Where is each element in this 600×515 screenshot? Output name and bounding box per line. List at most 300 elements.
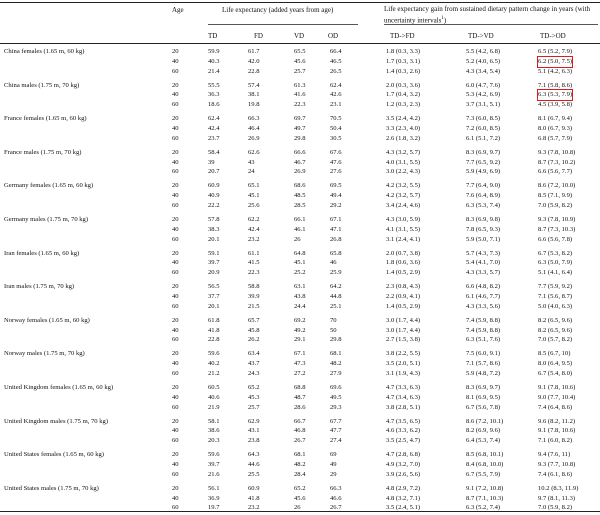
cell-td-od: 6.6 (5.6, 7.8) [538,235,573,243]
cell-age: 40 [172,494,179,502]
cell-vd: 65.5 [294,48,306,55]
cell-td-vd: 6.1 (4.6, 7.7) [466,293,501,300]
cell-td-fd: 3.5 (2.5, 4.7) [386,437,421,445]
cell-age: 40 [172,57,179,65]
cell-td-vd: 6.0 (4.7, 7.6) [466,81,501,89]
table-row [0,335,600,345]
cell-vd: 61.3 [294,81,306,89]
cell-age: 20 [172,350,179,358]
cell-td: 37.7 [208,293,220,300]
cell-td: 21.2 [208,370,220,377]
cell-vd: 26 [294,504,301,512]
header-age: Age [172,6,184,14]
group-label: Norway males (1.75 m, 70 kg) [4,350,85,358]
cell-age: 40 [172,427,179,435]
cell-td: 40.3 [208,57,220,65]
cell-age: 20 [172,48,179,55]
cell-od: 69.5 [330,182,342,190]
cell-td: 59.6 [208,350,220,358]
header-td-od: TD->OD [540,32,566,40]
cell-od: 49.4 [330,192,342,200]
cell-fd: 39.9 [248,293,260,300]
cell-td-vd: 7.4 (5.9, 8.8) [466,326,501,334]
cell-od: 70 [330,316,337,324]
cell-vd: 26.7 [294,437,306,445]
cell-td-vd: 8.3 (6.9, 9.8) [466,216,501,223]
table-row [0,292,600,302]
cell-td-fd: 3.5 (2.4, 5.1) [386,504,421,512]
cell-fd: 65.2 [248,384,260,391]
cell-td-vd: 8.3 (6.9, 9.7) [466,148,501,156]
cell-age: 60 [172,470,179,478]
cell-td-vd: 5.2 (4.0, 6.5) [466,57,501,65]
cell-fd: 44.6 [248,461,260,468]
cell-td: 19.7 [208,504,220,512]
table-row [0,326,600,336]
cell-fd: 21.5 [248,302,260,310]
cell-td-fd: 3.3 (2.3, 4.0) [386,125,421,132]
cell-td-vd: 6.4 (5.3, 7.4) [466,437,501,445]
cell-td-od: 4.5 (3.9, 5.8) [538,101,573,109]
cell-td-vd: 7.8 (6.5, 9.3) [466,225,501,233]
table-row [0,470,600,480]
cell-td-fd: 2.3 (0.8, 4.3) [386,283,421,291]
cell-td-od: 9.3 (7.8, 10.9) [538,216,576,223]
cell-vd: 49.2 [294,326,306,334]
cell-td-vd: 8.5 (6.8, 10.1) [466,451,504,459]
cell-age: 40 [172,259,179,267]
cell-td: 20.9 [208,269,220,277]
cell-age: 20 [172,216,179,223]
cell-fd: 45.1 [248,192,260,200]
cell-td-fd: 3.8 (2.2, 5.5) [386,350,421,358]
cell-od: 29 [330,470,337,478]
cell-od: 66.4 [330,48,342,55]
cell-td-vd: 4.3 (3.3, 5.6) [466,302,501,310]
cell-od: 49 [330,461,337,468]
cell-td: 42.4 [208,125,220,132]
le-span-rule [208,24,358,25]
cell-fd: 58.8 [248,283,260,291]
group-label: China males (1.75 m, 70 kg) [4,81,80,89]
cell-td-fd: 4.7 (2.8, 6.8) [386,451,421,459]
cell-fd: 61.1 [248,249,260,257]
cell-od: 62.4 [330,81,342,89]
cell-td-vd: 7.7 (6.4, 9.0) [466,182,501,190]
cell-fd: 22.8 [248,67,260,75]
cell-vd: 68.8 [294,384,306,391]
cell-td-fd: 3.1 (2.4, 4.1) [386,235,421,243]
bottom-rule [0,511,600,512]
cell-age: 40 [172,91,179,99]
cell-td-vd: 7.7 (6.5, 9.2) [466,158,501,166]
group-label: China females (1.65 m, 60 kg) [4,48,85,55]
table-row [0,268,600,278]
cell-vd: 46.1 [294,225,306,233]
table-row [0,215,600,225]
cell-fd: 43 [248,158,255,166]
cell-fd: 24 [248,168,255,176]
cell-age: 60 [172,269,179,277]
cell-td-od-highlighted: 6.2 (5.0, 7.5) [538,57,573,65]
cell-od: 46.5 [330,57,342,65]
table-row [0,417,600,427]
cell-td-od: 8.6 (7.2, 10.0) [538,182,576,190]
cell-fd: 23.8 [248,437,260,445]
cell-td: 20.7 [208,168,220,176]
cell-td-fd: 1.2 (0.3, 2.3) [386,101,421,109]
cell-td: 21.9 [208,403,220,411]
cell-td: 62.4 [208,115,220,123]
cell-age: 60 [172,370,179,377]
cell-od: 65.8 [330,249,342,257]
cell-td-od: 8.1 (6.7, 9.4) [538,115,573,123]
cell-age: 20 [172,148,179,156]
cell-td-vd: 6.3 (5.1, 7.6) [466,336,501,344]
cell-td-fd: 2.2 (0.9, 4.1) [386,293,421,300]
cell-td-vd: 5.3 (4.2, 6.9) [466,91,501,99]
cell-vd: 68.1 [294,451,306,459]
cell-td: 39 [208,158,215,166]
cell-td: 61.8 [208,316,220,324]
cell-vd: 25.7 [294,67,306,75]
cell-td-vd: 4.3 (3.4, 5.4) [466,67,501,75]
cell-td-vd: 7.6 (6.4, 8.9) [466,192,501,200]
cell-td-vd: 6.1 (5.1, 7.2) [466,134,501,142]
group-label: United Kingdom females (1.65 m, 60 kg) [4,384,114,391]
cell-td: 58.4 [208,148,220,156]
cell-od: 70.5 [330,115,342,123]
table-row [0,114,600,124]
table-row [0,191,600,201]
table-row [0,460,600,470]
cell-td-fd: 2.0 (0.3, 3.6) [386,81,421,89]
cell-vd: 46.8 [294,427,306,435]
group-label: United States females (1.65 m, 60 kg) [4,451,104,459]
cell-od: 50 [330,326,337,334]
cell-age: 40 [172,225,179,233]
group-label: Iran males (1.75 m, 70 kg) [4,283,75,291]
cell-td-vd: 8.3 (6.9, 9.7) [466,384,501,391]
cell-od: 46.6 [330,494,342,502]
header-td-fd: TD->FD [390,32,415,40]
table-row [0,359,600,369]
cell-td: 38.6 [208,427,220,435]
cell-vd: 65.2 [294,484,306,492]
cell-age: 40 [172,192,179,200]
cell-od: 23.1 [330,101,342,109]
cell-fd: 65.1 [248,182,260,190]
cell-td-vd: 4.3 (3.3, 5.7) [466,269,501,277]
cell-vd: 45.6 [294,494,306,502]
cell-vd: 48.5 [294,192,306,200]
cell-td-fd: 4.2 (3.2, 5.5) [386,182,421,190]
cell-od: 42.6 [330,91,342,99]
cell-td-od: 6.5 (5.2, 7.9) [538,48,573,55]
cell-age: 20 [172,283,179,291]
cell-vd: 66.1 [294,216,306,223]
table-row [0,81,600,91]
cell-vd: 47.3 [294,360,306,368]
cell-vd: 24.4 [294,302,306,310]
cell-td: 56.5 [208,283,220,291]
table-row [0,100,600,110]
cell-fd: 38.1 [248,91,260,99]
cell-fd: 25.5 [248,470,260,478]
cell-age: 60 [172,336,179,344]
cell-td-fd: 2.7 (1.5, 3.8) [386,336,421,344]
header-life-expectancy: Life expectancy (added years from age) [222,6,334,14]
cell-od: 27.4 [330,437,342,445]
cell-td-vd: 7.5 (6.0, 9.1) [466,350,501,358]
cell-fd: 43.1 [248,427,260,435]
header-vd: VD [294,32,305,40]
cell-fd: 62.2 [248,216,260,223]
cell-fd: 61.7 [248,48,260,55]
cell-td: 21.4 [208,67,220,75]
cell-age: 60 [172,504,179,512]
cell-vd: 69.2 [294,316,306,324]
table-row [0,124,600,134]
cell-od: 25.1 [330,302,342,310]
cell-td: 56.1 [208,484,220,492]
cell-age: 60 [172,202,179,209]
cell-td: 55.5 [208,81,220,89]
cell-td-od: 6.3 (5.0, 7.9) [538,259,573,267]
cell-td-fd: 2.0 (0.7, 3.8) [386,249,421,257]
cell-td-vd: 6.7 (5.5, 7.9) [466,470,501,478]
top-rule [0,2,600,3]
table-row [0,225,600,235]
cell-td-vd: 5.4 (4.1, 7.0) [466,259,501,267]
cell-vd: 66.6 [294,148,306,156]
cell-td-fd: 4.7 (3.5, 6.5) [386,417,421,425]
cell-td-fd: 3.0 (1.7, 4.4) [386,326,421,334]
table-row [0,369,600,379]
cell-td-vd: 5.5 (4.2, 6.8) [466,48,501,55]
cell-od: 44.8 [330,293,342,300]
cell-fd: 41.8 [248,494,260,502]
table-row [0,282,600,292]
cell-od: 47.1 [330,225,342,233]
cell-td: 39.7 [208,259,220,267]
cell-td-od: 7.0 (5.7, 8.2) [538,336,573,344]
cell-vd: 64.8 [294,249,306,257]
cell-age: 20 [172,384,179,391]
cell-vd: 48.7 [294,393,306,401]
group-label: Germany males (1.75 m, 70 kg) [4,216,89,223]
group-label: Norway females (1.65 m, 60 kg) [4,316,90,324]
cell-age: 60 [172,235,179,243]
cell-td-od: 6.7 (5.4, 8.0) [538,370,573,377]
cell-td-vd: 8.1 (6.9, 9.5) [466,393,501,401]
cell-od: 67.6 [330,148,342,156]
cell-td-vd: 5.9 (5.0, 7.1) [466,235,501,243]
cell-td-od: 8.0 (6.7, 9.3) [538,125,573,132]
cell-vd: 45.1 [294,259,306,267]
cell-fd: 46.4 [248,125,260,132]
cell-fd: 57.4 [248,81,260,89]
cell-td-fd: 4.3 (3.2, 5.7) [386,148,421,156]
cell-vd: 69.7 [294,115,306,123]
cell-td-od: 9.3 (7.8, 10.8) [538,148,576,156]
cell-td-vd: 7.1 (5.7, 8.6) [466,360,501,368]
cell-od: 46 [330,259,337,267]
cell-td-od: 9.0 (7.7, 10.4) [538,393,576,401]
cell-age: 40 [172,461,179,468]
cell-od: 26.7 [330,504,342,512]
cell-td-fd: 1.8 (0.6, 3.6) [386,259,421,267]
cell-age: 40 [172,293,179,300]
cell-td-vd: 8.4 (6.8, 10.0) [466,461,504,468]
cell-age: 60 [172,134,179,142]
cell-td-od: 7.0 (5.9, 8.2) [538,504,573,512]
cell-age: 20 [172,316,179,324]
cell-td-od: 7.1 (5.8, 8.6) [538,81,573,89]
cell-vd: 26.9 [294,168,306,176]
table-row [0,47,600,57]
table-row [0,57,600,67]
cell-fd: 22.3 [248,269,260,277]
cell-fd: 45.8 [248,326,260,334]
cell-td: 36.3 [208,91,220,99]
cell-td-fd: 1.4 (0.5, 2.9) [386,302,421,310]
cell-fd: 65.7 [248,316,260,324]
cell-td-fd: 4.6 (3.3, 6.2) [386,427,421,435]
header-td: TD [208,32,218,40]
cell-fd: 23.2 [248,235,260,243]
cell-td-od: 5.1 (4.2, 6.3) [538,67,573,75]
cell-fd: 66.3 [248,115,260,123]
cell-vd: 29.8 [294,134,306,142]
cell-td-od: 10.2 (8.3, 11.9) [538,484,579,492]
table-row [0,302,600,312]
table-row [0,403,600,413]
cell-td: 41.8 [208,326,220,334]
cell-td-fd: 4.0 (3.1, 5.5) [386,158,421,166]
cell-age: 40 [172,393,179,401]
cell-od: 29.3 [330,403,342,411]
cell-age: 40 [172,326,179,334]
table-row [0,393,600,403]
cell-age: 60 [172,67,179,75]
cell-od: 67.7 [330,417,342,425]
cell-od: 49.5 [330,393,342,401]
table-row [0,484,600,494]
cell-td-vd: 6.3 (5.2, 7.4) [466,504,501,512]
cell-td-od: 9.3 (7.7, 10.8) [538,461,576,468]
table-row [0,494,600,504]
cell-td-fd: 1.7 (0.3, 3.1) [386,57,421,65]
cell-td-od: 7.0 (5.9, 8.2) [538,202,573,209]
header-bottom-rule [0,43,600,44]
cell-td-fd: 4.7 (3.3, 6.3) [386,384,421,391]
table-row [0,158,600,168]
cell-td-fd: 3.8 (2.8, 5.1) [386,403,421,411]
cell-td: 18.6 [208,101,220,109]
table-row [0,167,600,177]
cell-od: 48.2 [330,360,342,368]
cell-od: 47.7 [330,427,342,435]
cell-td: 58.1 [208,417,220,425]
cell-td-od: 6.7 (5.3, 8.2) [538,249,573,257]
cell-td-od: 8.7 (7.3, 10.3) [538,225,576,233]
cell-fd: 60.9 [248,484,260,492]
cell-vd: 28.6 [294,403,306,411]
cell-vd: 22.3 [294,101,306,109]
cell-td-fd: 3.0 (2.2, 4.3) [386,168,421,176]
cell-td-od: 6.6 (5.6, 7.7) [538,168,573,176]
cell-td: 20.3 [208,437,220,445]
cell-td-od: 8.2 (6.5, 9.6) [538,316,573,324]
cell-td-vd: 7.3 (6.0, 8.5) [466,115,501,123]
cell-age: 60 [172,437,179,445]
cell-td-od: 6.8 (5.7, 7.9) [538,134,573,142]
cell-fd: 62.9 [248,417,260,425]
cell-od: 66.3 [330,484,342,492]
cell-td: 38.3 [208,225,220,233]
cell-age: 40 [172,158,179,166]
cell-vd: 41.6 [294,91,306,99]
cell-td-od: 8.2 (6.5, 9.6) [538,326,573,334]
table-row [0,201,600,211]
table-row [0,450,600,460]
cell-td-od: 8.5 (6.7, 10) [538,350,571,358]
cell-age: 20 [172,182,179,190]
cell-td-od: 7.4 (6.4, 8.6) [538,403,573,411]
cell-vd: 63.1 [294,283,306,291]
table-row [0,67,600,77]
cell-od: 47.6 [330,158,342,166]
cell-td-fd: 4.1 (3.1, 5.5) [386,225,421,233]
cell-td-fd: 3.4 (2.4, 4.6) [386,202,421,209]
cell-vd: 43.8 [294,293,306,300]
group-label: France males (1.75 m, 70 kg) [4,148,82,156]
cell-od: 64.2 [330,283,342,291]
cell-vd: 45.6 [294,57,306,65]
cell-td-od: 9.7 (8.1, 11.3) [538,494,576,502]
cell-age: 40 [172,360,179,368]
cell-td-vd: 6.6 (4.8, 8.2) [466,283,501,291]
cell-td: 40.9 [208,192,220,200]
cell-td-fd: 3.5 (2.0, 5.1) [386,360,421,368]
group-label: United Kingdom males (1.75 m, 70 kg) [4,417,109,425]
header-fd: FD [254,32,263,40]
cell-td-od: 7.1 (5.6, 8.7) [538,293,573,300]
cell-od: 67.1 [330,216,342,223]
cell-age: 20 [172,249,179,257]
cell-td: 59.9 [208,48,220,55]
cell-td-vd: 8.7 (7.1, 10.3) [466,494,504,502]
cell-td-fd: 4.8 (2.9, 7.2) [386,484,421,492]
cell-td: 20.1 [208,235,220,243]
cell-od: 69.6 [330,384,342,391]
cell-td-od-highlighted: 6.3 (5.3, 7.9) [538,91,573,99]
cell-age: 60 [172,302,179,310]
cell-td-vd: 6.7 (5.6, 7.8) [466,403,501,411]
cell-td-od: 8.7 (7.3, 10.2) [538,158,576,166]
group-label: United States males (1.75 m, 70 kg) [4,484,99,492]
cell-td: 39.7 [208,461,220,468]
cell-vd: 29.1 [294,336,306,344]
cell-fd: 25.7 [248,403,260,411]
cell-td-vd: 9.1 (7.2, 10.8) [466,484,504,492]
group-label: Iran females (1.65 m, 60 kg) [4,249,80,257]
cell-td-od: 7.4 (6.1, 8.6) [538,470,573,478]
cell-td-fd: 1.7 (0.4, 3.2) [386,91,421,99]
cell-fd: 43.7 [248,360,260,368]
cell-td-od: 5.1 (4.1, 6.4) [538,269,573,277]
